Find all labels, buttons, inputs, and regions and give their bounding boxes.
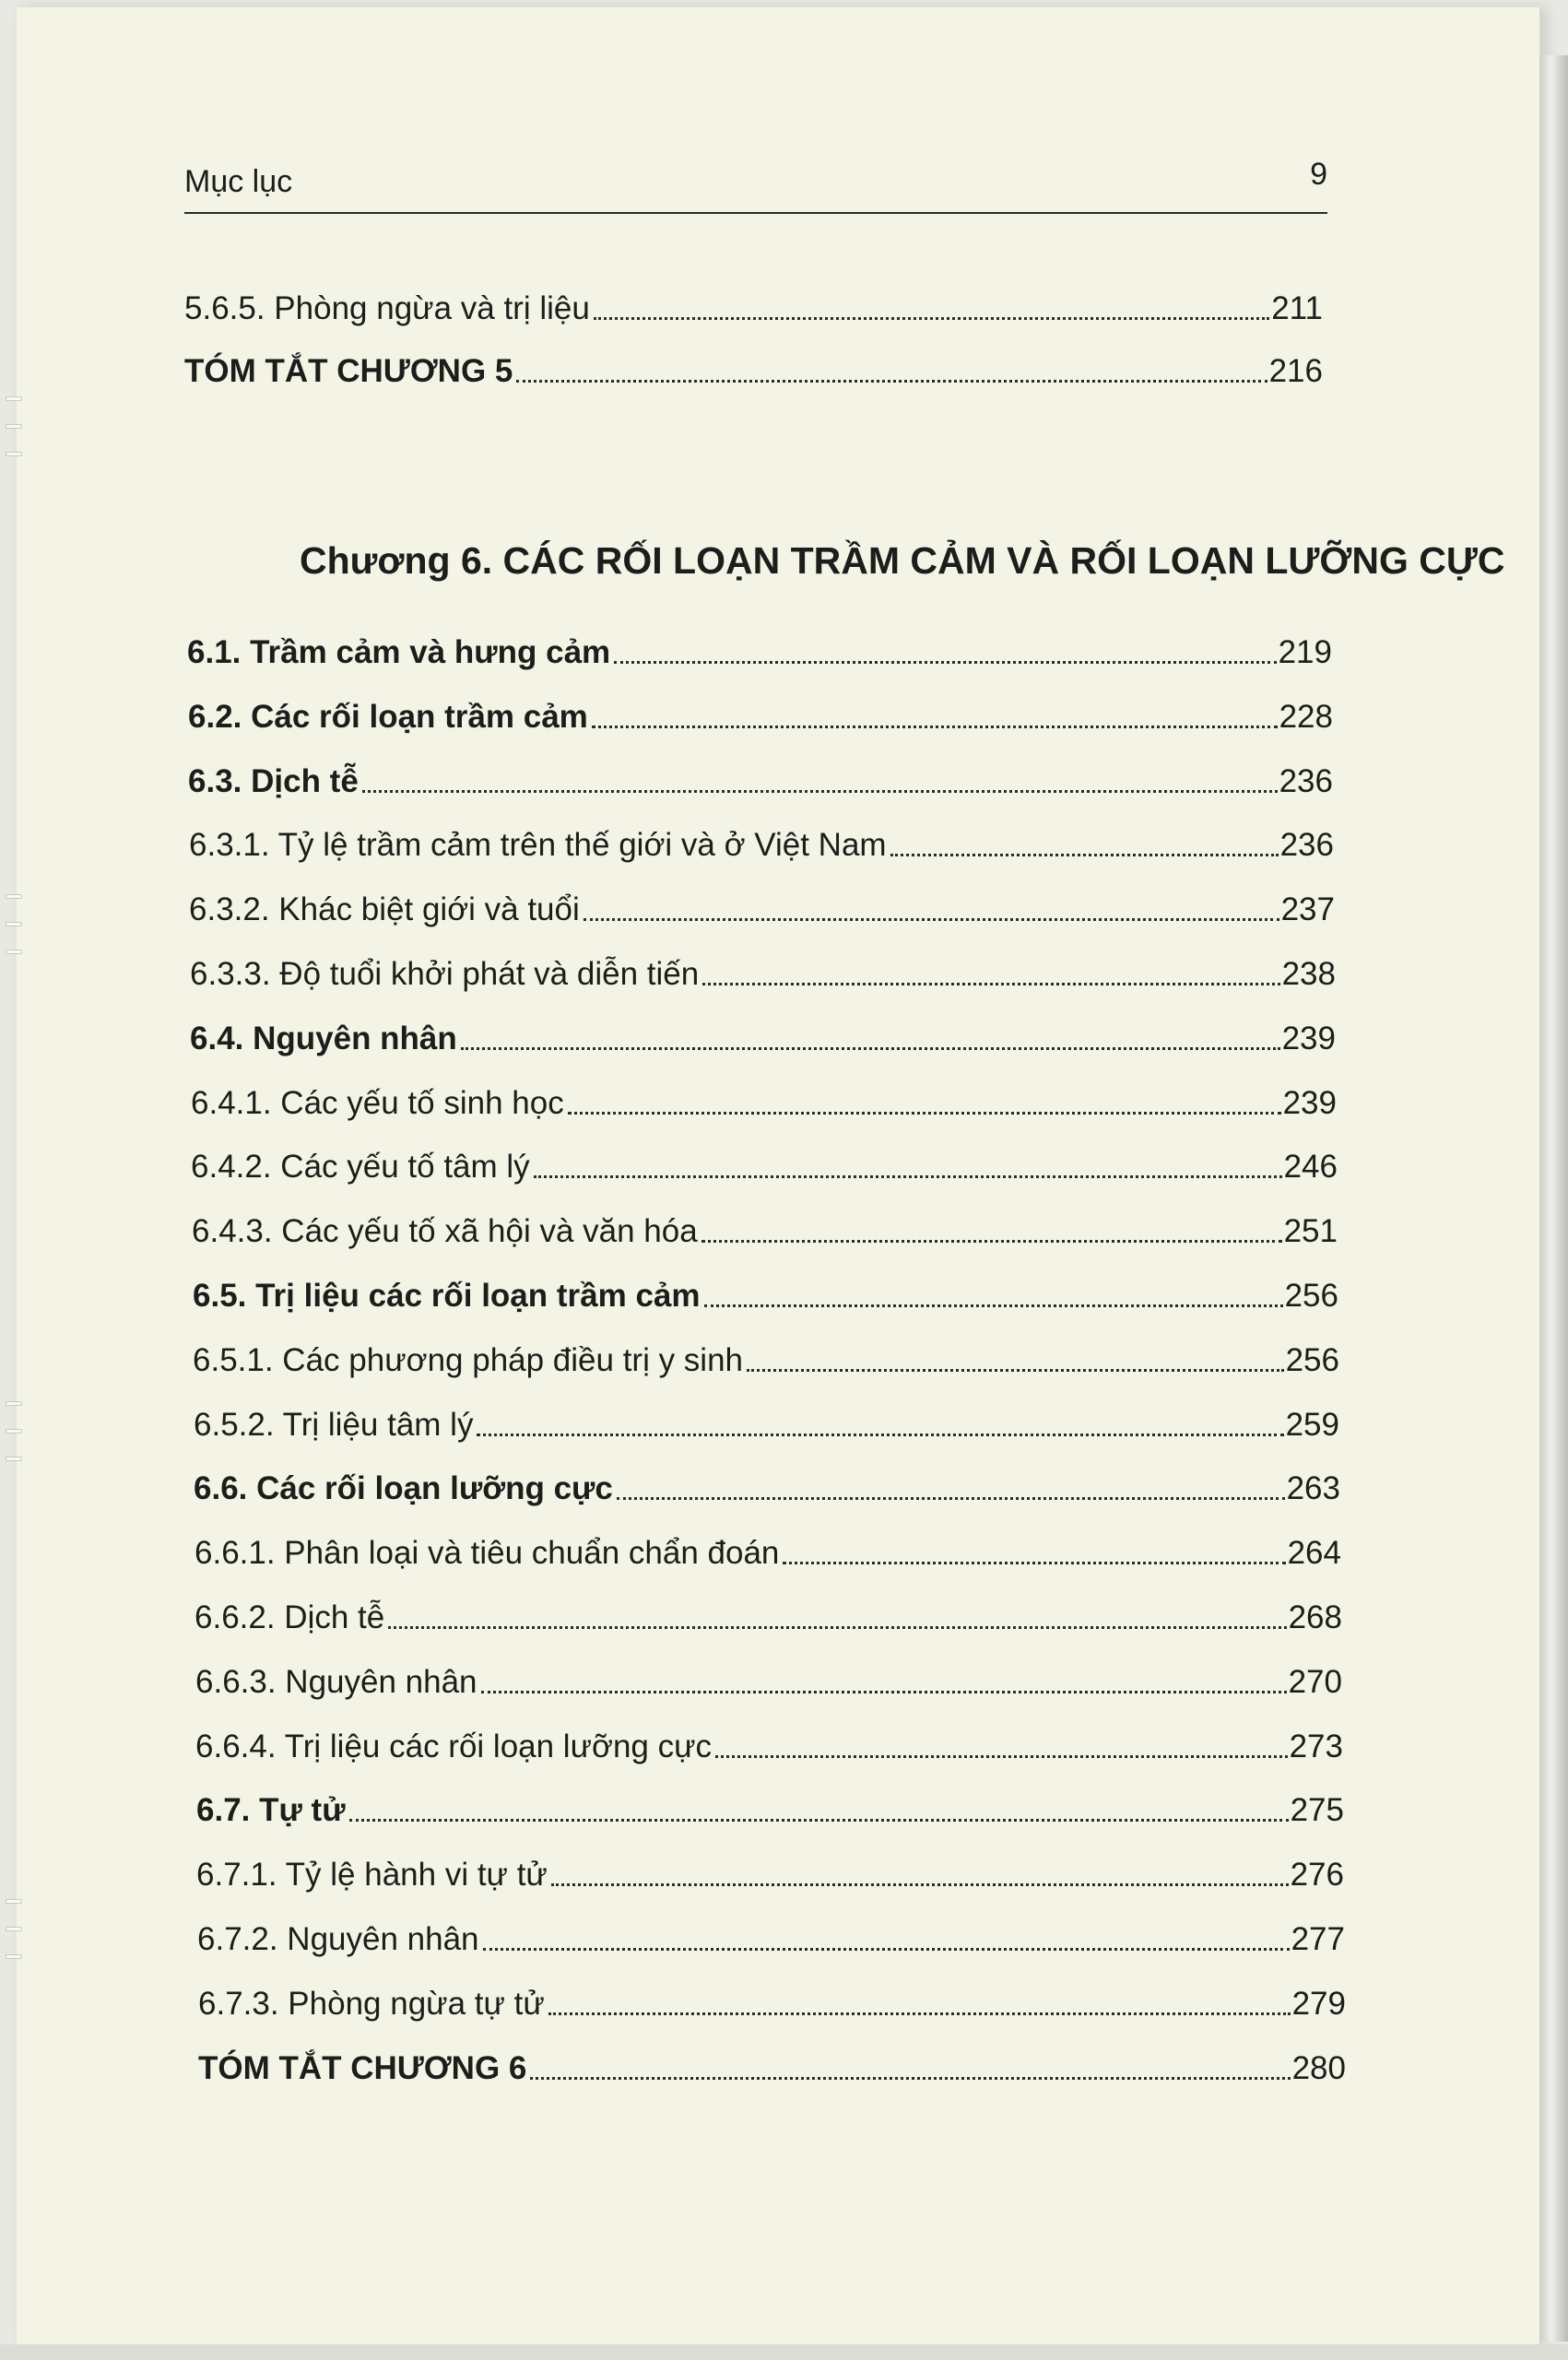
toc-entry-label: 6.6. Các rối loạn lưỡng cực: [194, 1470, 613, 1506]
toc-entry: [193, 1278, 1338, 1315]
toc-entry: [198, 1986, 1346, 2023]
toc-entry: [195, 1535, 1341, 1572]
toc-entry-label: 6.7.3. Phòng ngừa tự tử: [198, 1986, 545, 2022]
toc-entry: [193, 1342, 1339, 1379]
leader-dots: [534, 1174, 1282, 1178]
leader-dots: [617, 1496, 1285, 1500]
toc-entry-page: 239: [1281, 1021, 1336, 1056]
toc-entry-page: 264: [1287, 1535, 1341, 1571]
leader-dots: [702, 982, 1279, 985]
toc-entry-page: 239: [1282, 1085, 1337, 1121]
toc-entry-page: 268: [1288, 1599, 1342, 1635]
toc-entry-label: 6.5.2. Trị liệu tâm lý: [194, 1407, 474, 1443]
leader-dots: [481, 1690, 1287, 1693]
toc-entry-label: 6.6.2. Dịch tễ: [195, 1599, 385, 1635]
toc-entry: [184, 353, 1323, 390]
table-surface: [0, 2344, 1568, 2360]
toc-entry-label: 6.7.2. Nguyên nhân: [197, 1921, 479, 1957]
toc-entry-label: 6.3.3. Độ tuổi khởi phát và diễn tiến: [190, 956, 700, 992]
toc-entry: [191, 1149, 1338, 1186]
header-title: Mục lục: [184, 164, 293, 199]
toc-entry-label: 6.7. Tự tử: [196, 1792, 346, 1828]
toc-entry-page: 228: [1279, 699, 1333, 735]
toc-entry: [188, 699, 1333, 736]
toc-entry-page: 275: [1290, 1792, 1344, 1828]
toc-entry-page: 246: [1283, 1149, 1338, 1185]
toc-entry: [191, 1085, 1337, 1122]
binding-thread: [4, 387, 22, 479]
toc-entry-page: 237: [1280, 891, 1335, 927]
leader-dots: [747, 1368, 1284, 1372]
leader-dots: [704, 1304, 1283, 1307]
toc-entry-page: 216: [1268, 353, 1323, 389]
toc-entry: [195, 1664, 1342, 1701]
chapter-heading: Chương 6. CÁC RỐI LOẠN TRẦM CẢM VÀ RỐI LOẠN LƯỠNG CỰC: [300, 539, 1505, 582]
toc-entry: [195, 1599, 1342, 1636]
toc-entry-page: 263: [1286, 1470, 1340, 1506]
leader-dots: [701, 1239, 1282, 1243]
binding-thread: [4, 1392, 22, 1484]
leader-dots: [477, 1433, 1283, 1436]
leader-dots: [516, 379, 1267, 383]
toc-entry-label: 6.4.3. Các yếu tố xã hội và văn hóa: [192, 1213, 698, 1249]
toc-entry-page: 280: [1291, 2050, 1346, 2086]
toc-entry-page: 211: [1271, 290, 1323, 326]
toc-entry: [187, 634, 1332, 671]
toc-entry-page: 236: [1279, 827, 1334, 863]
toc-entry-label: TÓM TẮT CHƯƠNG 6: [198, 2050, 527, 2086]
toc-entry: [194, 1470, 1340, 1507]
binding-thread: [4, 1890, 22, 1982]
toc-entry-page: 259: [1285, 1407, 1339, 1443]
toc-entry: [197, 1921, 1345, 1958]
leader-dots: [530, 2076, 1290, 2080]
toc-entry-label: 6.3. Dịch tễ: [188, 763, 359, 799]
toc-entry: [198, 2050, 1346, 2087]
leader-dots: [890, 853, 1279, 856]
toc-entry: [188, 763, 1333, 800]
leader-dots: [715, 1754, 1288, 1758]
toc-entry: [189, 827, 1334, 864]
toc-entry-label: 6.3.1. Tỷ lệ trầm cảm trên thế giới và ở Việt Nam: [189, 827, 887, 863]
toc-entry-page: 279: [1291, 1986, 1346, 2022]
leader-dots: [614, 660, 1276, 664]
toc-entry: [189, 891, 1335, 928]
leader-dots: [551, 1882, 1289, 1886]
toc-entry-page: 256: [1284, 1278, 1338, 1314]
leader-dots: [388, 1625, 1286, 1629]
page-edge-stack: [1539, 55, 1568, 2342]
toc-entry: [195, 1729, 1343, 1765]
toc-entry: [196, 1857, 1344, 1894]
toc-entry: [192, 1213, 1338, 1250]
leader-dots: [548, 2012, 1291, 2015]
toc-entry-label: 6.3.2. Khác biệt giới và tuổi: [189, 891, 580, 927]
toc-entry-label: 6.6.4. Trị liệu các rối loạn lưỡng cực: [195, 1729, 713, 1764]
leader-dots: [594, 316, 1269, 320]
toc-entry-label: 6.4.1. Các yếu tố sinh học: [191, 1085, 564, 1121]
toc-entry-page: 219: [1278, 634, 1332, 670]
toc-entry-page: 273: [1289, 1729, 1343, 1764]
leader-dots: [584, 917, 1279, 921]
leader-dots: [349, 1818, 1289, 1822]
toc-entry-page: 238: [1281, 956, 1336, 992]
toc-entry-page: 256: [1285, 1342, 1339, 1378]
toc-entry-label: 5.6.5. Phòng ngừa và trị liệu: [184, 290, 590, 326]
leader-dots: [568, 1111, 1281, 1115]
toc-entry-label: 6.4.2. Các yếu tố tâm lý: [191, 1149, 530, 1185]
toc-entry-label: 6.4. Nguyên nhân: [190, 1021, 457, 1056]
leader-dots: [461, 1046, 1280, 1050]
binding-thread: [4, 885, 22, 977]
toc-entry-page: 236: [1279, 763, 1333, 799]
toc-entry: [194, 1407, 1339, 1444]
toc-entry-page: 276: [1290, 1857, 1344, 1893]
toc-entry: [190, 1021, 1336, 1057]
leader-dots: [592, 725, 1278, 728]
page-number: 9: [1310, 157, 1327, 192]
toc-entry-page: 277: [1291, 1921, 1345, 1957]
toc-entry-label: 6.6.1. Phân loại và tiêu chuẩn chẩn đoán: [195, 1535, 780, 1571]
toc-entry-label: 6.7.1. Tỷ lệ hành vi tự tử: [196, 1857, 548, 1893]
toc-entry: [184, 290, 1323, 327]
toc-entry-label: 6.5.1. Các phương pháp điều trị y sinh: [193, 1342, 744, 1378]
toc-entry-page: 270: [1288, 1664, 1342, 1700]
toc-entry-label: TÓM TẮT CHƯƠNG 5: [184, 353, 513, 389]
toc-entry-page: 251: [1283, 1213, 1338, 1249]
toc-entry-label: 6.6.3. Nguyên nhân: [195, 1664, 477, 1700]
leader-dots: [483, 1947, 1290, 1951]
toc-entry: [196, 1792, 1344, 1829]
leader-dots: [362, 789, 1278, 793]
toc-entry-label: 6.2. Các rối loạn trầm cảm: [188, 699, 588, 735]
toc-entry-label: 6.5. Trị liệu các rối loạn trầm cảm: [193, 1278, 701, 1314]
leader-dots: [783, 1561, 1285, 1564]
toc-entry-label: 6.1. Trầm cảm và hưng cảm: [187, 634, 611, 670]
running-header: [184, 157, 1327, 214]
toc-entry: [190, 956, 1336, 993]
